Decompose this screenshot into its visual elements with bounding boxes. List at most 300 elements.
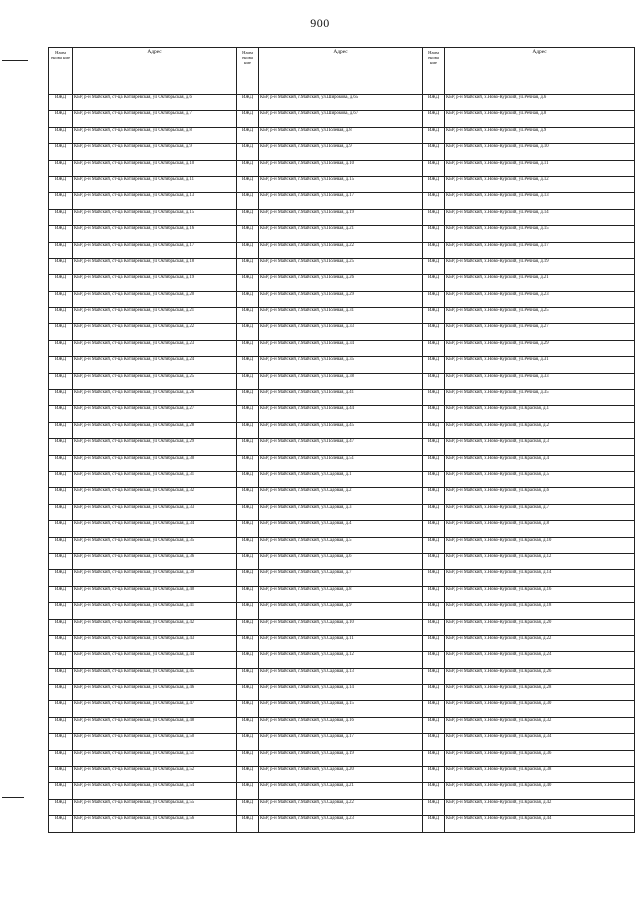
cell-address-2: КБР, р-н Майский, г.Майский, ул.Широкова, д.67 — [259, 111, 423, 127]
cell-name-1: ИЖД — [49, 258, 73, 274]
cell-address-3: КБР, р-н Майский, х.Ново-Курский, ул.Речная, д.33 — [445, 373, 635, 389]
cell-address-1: КБР, р-н Майский, ст-ца Котляревская, ул Октябрьская, д.51 — [73, 750, 237, 766]
cell-name-2: ИЖД — [237, 193, 259, 209]
cell-address-2: КБР, р-н Майский, г.Майский, ул.Садовая, д.3 — [259, 504, 423, 520]
cell-address-1: КБР, р-н Майский, ст-ца Котляревская, ул Октябрьская, д.6 — [73, 95, 237, 111]
table-row — [49, 373, 635, 389]
cell-address-3: КБР, р-н Майский, х.Ново-Курский, ул.Красная, д.32 — [445, 717, 635, 733]
cell-name-1: ИЖД — [49, 570, 73, 586]
cell-address-2: КБР, р-н Майский, г.Майский, ул.Садовая, д.23 — [259, 816, 423, 832]
cell-name-2: ИЖД — [237, 619, 259, 635]
table-row — [49, 504, 635, 520]
cell-address-1: КБР, р-н Майский, ст-ца Котляревская, ул Октябрьская, д.17 — [73, 242, 237, 258]
cell-address-3: КБР, р-н Майский, х.Ново-Курский, ул.Красная, д.7 — [445, 504, 635, 520]
table-row — [49, 488, 635, 504]
cell-name-3: ИЖД — [423, 471, 445, 487]
cell-address-2: КБР, р-н Майский, г.Майский, ул.Садовая, д.16 — [259, 717, 423, 733]
cell-name-1: ИЖД — [49, 521, 73, 537]
cell-name-3: ИЖД — [423, 111, 445, 127]
cell-name-2: ИЖД — [237, 553, 259, 569]
cell-address-3: КБР, р-н Майский, х.Ново-Курский, ул.Красная, д.10 — [445, 537, 635, 553]
cell-address-2: КБР, р-н Майский, г.Майский, ул.Полевая, д.34 — [259, 340, 423, 356]
cell-address-3: КБР, р-н Майский, х.Ново-Курский, ул.Красная, д.6 — [445, 488, 635, 504]
cell-name-1: ИЖД — [49, 668, 73, 684]
table-row — [49, 734, 635, 750]
cell-address-2: КБР, р-н Майский, г.Майский, ул.Полевая, д.29 — [259, 291, 423, 307]
cell-address-1: КБР, р-н Майский, ст-ца Котляревская, ул Октябрьская, д.30 — [73, 455, 237, 471]
table-row — [49, 439, 635, 455]
cell-address-1: КБР, р-н Майский, ст-ца Котляревская, ул Октябрьская, д.43 — [73, 635, 237, 651]
cell-name-3: ИЖД — [423, 668, 445, 684]
cell-name-2: ИЖД — [237, 652, 259, 668]
scan-mark-left-top — [2, 60, 28, 61]
table-row — [49, 783, 635, 799]
table-row — [49, 176, 635, 192]
table-row — [49, 750, 635, 766]
table-row — [49, 291, 635, 307]
cell-name-2: ИЖД — [237, 422, 259, 438]
cell-name-3: ИЖД — [423, 226, 445, 242]
cell-address-1: КБР, р-н Майский, ст-ца Котляревская, ул Октябрьская, д.52 — [73, 767, 237, 783]
cell-name-1: ИЖД — [49, 816, 73, 832]
cell-name-2: ИЖД — [237, 586, 259, 602]
cell-address-1: КБР, р-н Майский, ст-ца Котляревская, ул Октябрьская, д.47 — [73, 701, 237, 717]
cell-address-1: КБР, р-н Майский, ст-ца Котляревская, ул Октябрьская, д.56 — [73, 816, 237, 832]
cell-address-1: КБР, р-н Майский, ст-ца Котляревская, ул Октябрьская, д.11 — [73, 176, 237, 192]
cell-address-2: КБР, р-н Майский, г.Майский, ул.Полевая, д.45 — [259, 422, 423, 438]
cell-name-3: ИЖД — [423, 603, 445, 619]
cell-address-1: КБР, р-н Майский, ст-ца Котляревская, ул Октябрьская, д.42 — [73, 619, 237, 635]
cell-name-2: ИЖД — [237, 390, 259, 406]
cell-address-1: КБР, р-н Майский, ст-ца Котляревская, ул Октябрьская, д.31 — [73, 471, 237, 487]
cell-name-1: ИЖД — [49, 275, 73, 291]
table-row — [49, 209, 635, 225]
cell-address-1: КБР, р-н Майский, ст-ца Котляревская, ул Октябрьская, д.15 — [73, 209, 237, 225]
cell-name-3: ИЖД — [423, 127, 445, 143]
cell-address-2: КБР, р-н Майский, г.Майский, ул.Полевая, д.31 — [259, 308, 423, 324]
cell-name-3: ИЖД — [423, 652, 445, 668]
cell-address-2: КБР, р-н Майский, г.Майский, ул.Полевая, д.10 — [259, 160, 423, 176]
cell-name-1: ИЖД — [49, 439, 73, 455]
cell-name-2: ИЖД — [237, 668, 259, 684]
cell-address-3: КБР, р-н Майский, х.Ново-Курский, ул.Красная, д.28 — [445, 685, 635, 701]
cell-name-1: ИЖД — [49, 734, 73, 750]
cell-address-2: КБР, р-н Майский, г.Майский, ул.Садовая, д.7 — [259, 570, 423, 586]
cell-address-3: КБР, р-н Майский, х.Ново-Курский, ул.Красная, д.12 — [445, 553, 635, 569]
header-name-3: Наим енова ние — [423, 48, 445, 95]
cell-address-2: КБР, р-н Майский, г.Майский, ул.Садовая, д.13 — [259, 668, 423, 684]
table-row — [49, 586, 635, 602]
cell-address-1: КБР, р-н Майский, ст-ца Котляревская, ул Октябрьская, д.7 — [73, 111, 237, 127]
cell-name-3: ИЖД — [423, 176, 445, 192]
cell-address-3: КБР, р-н Майский, х.Ново-Курский, ул.Красная, д.20 — [445, 619, 635, 635]
cell-name-2: ИЖД — [237, 127, 259, 143]
cell-name-2: ИЖД — [237, 308, 259, 324]
cell-address-2: КБР, р-н Майский, г.Майский, ул.Полевая, д.51 — [259, 455, 423, 471]
table-row — [49, 226, 635, 242]
cell-name-1: ИЖД — [49, 553, 73, 569]
header-address-2: Адрес — [259, 48, 423, 95]
cell-name-3: ИЖД — [423, 422, 445, 438]
cell-address-3: КБР, р-н Майский, х.Ново-Курский, ул.Красная, д.26 — [445, 668, 635, 684]
cell-name-1: ИЖД — [49, 242, 73, 258]
cell-address-1: КБР, р-н Майский, ст-ца Котляревская, ул Октябрьская, д.50 — [73, 734, 237, 750]
cell-address-3: КБР, р-н Майский, х.Ново-Курский, ул.Речная, д.14 — [445, 209, 635, 225]
table-row — [49, 767, 635, 783]
cell-address-3: КБР, р-н Майский, х.Ново-Курский, ул.Красная, д.22 — [445, 635, 635, 651]
cell-address-3: КБР, р-н Майский, х.Ново-Курский, ул.Красная, д.2 — [445, 422, 635, 438]
table-row — [49, 570, 635, 586]
cell-name-3: ИЖД — [423, 586, 445, 602]
cell-name-1: ИЖД — [49, 226, 73, 242]
table-row — [49, 95, 635, 111]
cell-address-1: КБР, р-н Майский, ст-ца Котляревская, ул Октябрьская, д.28 — [73, 422, 237, 438]
table-row — [49, 635, 635, 651]
cell-name-3: ИЖД — [423, 275, 445, 291]
cell-address-1: КБР, р-н Майский, ст-ца Котляревская, ул Октябрьская, д.40 — [73, 586, 237, 602]
cell-name-2: ИЖД — [237, 816, 259, 832]
cell-name-2: ИЖД — [237, 275, 259, 291]
cell-address-3: КБР, р-н Майский, х.Ново-Курский, ул.Речная, д.13 — [445, 193, 635, 209]
cell-name-2: ИЖД — [237, 226, 259, 242]
table-row — [49, 816, 635, 832]
table-row — [49, 324, 635, 340]
cell-address-1: КБР, р-н Майский, ст-ца Котляревская, ул Октябрьская, д.39 — [73, 570, 237, 586]
cell-address-2: КБР, р-н Майский, г.Майский, ул.Садовая, д.6 — [259, 553, 423, 569]
table-row — [49, 275, 635, 291]
cell-address-2: КБР, р-н Майский, г.Майский, ул.Полевая, д.21 — [259, 226, 423, 242]
cell-name-2: ИЖД — [237, 603, 259, 619]
cell-name-2: ИЖД — [237, 701, 259, 717]
cell-address-2: КБР, р-н Майский, г.Майский, ул.Полевая, д.19 — [259, 209, 423, 225]
table-row — [49, 701, 635, 717]
cell-name-3: ИЖД — [423, 357, 445, 373]
cell-address-1: КБР, р-н Майский, ст-ца Котляревская, ул Октябрьская, д.54 — [73, 783, 237, 799]
cell-address-2: КБР, р-н Майский, г.Майский, ул.Полевая, д.47 — [259, 439, 423, 455]
cell-address-1: КБР, р-н Майский, ст-ца Котляревская, ул Октябрьская, д.45 — [73, 668, 237, 684]
cell-name-3: ИЖД — [423, 521, 445, 537]
cell-name-3: ИЖД — [423, 750, 445, 766]
cell-address-3: КБР, р-н Майский, х.Ново-Курский, ул.Красная, д.8 — [445, 521, 635, 537]
cell-name-2: ИЖД — [237, 455, 259, 471]
cell-address-1: КБР, р-н Майский, ст-ца Котляревская, ул Октябрьская, д.25 — [73, 373, 237, 389]
table-row — [49, 668, 635, 684]
cell-address-3: КБР, р-н Майский, х.Ново-Курский, ул.Красная, д.44 — [445, 816, 635, 832]
table-row — [49, 685, 635, 701]
cell-address-1: КБР, р-н Майский, ст-ца Котляревская, ул Октябрьская, д.21 — [73, 308, 237, 324]
cell-address-3: КБР, р-н Майский, х.Ново-Курский, ул.Красная, д.5 — [445, 471, 635, 487]
cell-address-1: КБР, р-н Майский, ст-ца Котляревская, ул Октябрьская, д.23 — [73, 340, 237, 356]
cell-name-3: ИЖД — [423, 373, 445, 389]
cell-name-2: ИЖД — [237, 504, 259, 520]
cell-name-2: ИЖД — [237, 783, 259, 799]
cell-address-2: КБР, р-н Майский, г.Майский, ул.Садовая, д.11 — [259, 635, 423, 651]
cell-address-2: КБР, р-н Майский, г.Майский, ул.Полевая, д.35 — [259, 357, 423, 373]
cell-address-1: КБР, р-н Майский, ст-ца Котляревская, ул Октябрьская, д.44 — [73, 652, 237, 668]
cell-address-3: КБР, р-н Майский, х.Ново-Курский, ул.Красная, д.18 — [445, 603, 635, 619]
cell-name-1: ИЖД — [49, 783, 73, 799]
cell-name-1: ИЖД — [49, 717, 73, 733]
cell-name-3: ИЖД — [423, 455, 445, 471]
cell-name-2: ИЖД — [237, 340, 259, 356]
header-address-1: Адрес — [73, 48, 237, 95]
page-number: 900 — [310, 16, 330, 30]
cell-address-3: КБР, р-н Майский, х.Ново-Курский, ул.Красная, д.24 — [445, 652, 635, 668]
scan-mark-left-bottom — [2, 797, 24, 798]
table-row — [49, 144, 635, 160]
cell-address-1: КБР, р-н Майский, ст-ца Котляревская, ул Октябрьская, д.48 — [73, 717, 237, 733]
table-row — [49, 111, 635, 127]
cell-address-1: КБР, р-н Майский, ст-ца Котляревская, ул Октябрьская, д.10 — [73, 160, 237, 176]
cell-address-2: КБР, р-н Майский, г.Майский, ул.Широкова, д.65 — [259, 95, 423, 111]
cell-name-2: ИЖД — [237, 406, 259, 422]
cell-name-3: ИЖД — [423, 619, 445, 635]
table-row — [49, 242, 635, 258]
cell-name-1: ИЖД — [49, 504, 73, 520]
address-table — [48, 47, 635, 833]
cell-name-1: ИЖД — [49, 455, 73, 471]
cell-name-1: ИЖД — [49, 750, 73, 766]
cell-address-1: КБР, р-н Майский, ст-ца Котляревская, ул Октябрьская, д.16 — [73, 226, 237, 242]
cell-name-3: ИЖД — [423, 209, 445, 225]
cell-address-3: КБР, р-н Майский, х.Ново-Курский, ул.Речная, д.12 — [445, 176, 635, 192]
cell-address-1: КБР, р-н Майский, ст-ца Котляревская, ул Октябрьская, д.29 — [73, 439, 237, 455]
cell-address-2: КБР, р-н Майский, г.Майский, ул.Садовая, д.12 — [259, 652, 423, 668]
cell-address-2: КБР, р-н Майский, г.Майский, ул.Полевая, д.44 — [259, 406, 423, 422]
cell-address-2: КБР, р-н Майский, г.Майский, ул.Полевая, д.9 — [259, 144, 423, 160]
cell-name-3: ИЖД — [423, 258, 445, 274]
cell-address-2: КБР, р-н Майский, г.Майский, ул.Полевая, д.26 — [259, 275, 423, 291]
table-row — [49, 455, 635, 471]
cell-address-2: КБР, р-н Майский, г.Майский, ул.Садовая, д.21 — [259, 783, 423, 799]
cell-address-1: КБР, р-н Майский, ст-ца Котляревская, ул Октябрьская, д.35 — [73, 537, 237, 553]
cell-name-3: ИЖД — [423, 193, 445, 209]
cell-name-1: ИЖД — [49, 144, 73, 160]
table-row — [49, 799, 635, 815]
table-row — [49, 258, 635, 274]
cell-address-3: КБР, р-н Майский, х.Ново-Курский, ул.Красная, д.14 — [445, 570, 635, 586]
cell-name-1: ИЖД — [49, 799, 73, 815]
cell-name-2: ИЖД — [237, 291, 259, 307]
cell-address-1: КБР, р-н Майский, ст-ца Котляревская, ул Октябрьская, д.20 — [73, 291, 237, 307]
cell-name-2: ИЖД — [237, 258, 259, 274]
cell-name-3: ИЖД — [423, 242, 445, 258]
table-row — [49, 537, 635, 553]
cell-name-1: ИЖД — [49, 357, 73, 373]
cell-address-3: КБР, р-н Майский, х.Ново-Курский, ул.Красная, д.1 — [445, 406, 635, 422]
cell-address-2: КБР, р-н Майский, г.Майский, ул.Садовая, д.19 — [259, 750, 423, 766]
table-row — [49, 340, 635, 356]
cell-name-2: ИЖД — [237, 767, 259, 783]
cell-address-3: КБР, р-н Майский, х.Ново-Курский, ул.Речная, д.10 — [445, 144, 635, 160]
header-name-1: Наим енова ние — [49, 48, 73, 95]
cell-name-1: ИЖД — [49, 127, 73, 143]
cell-address-1: КБР, р-н Майский, ст-ца Котляревская, ул Октябрьская, д.9 — [73, 144, 237, 160]
table-row — [49, 406, 635, 422]
cell-name-1: ИЖД — [49, 324, 73, 340]
cell-name-2: ИЖД — [237, 209, 259, 225]
table-row — [49, 308, 635, 324]
cell-address-3: КБР, р-н Майский, х.Ново-Курский, ул.Красная, д.4 — [445, 455, 635, 471]
cell-name-2: ИЖД — [237, 144, 259, 160]
cell-address-3: КБР, р-н Майский, х.Ново-Курский, ул.Речная, д.11 — [445, 160, 635, 176]
cell-address-1: КБР, р-н Майский, ст-ца Котляревская, ул Октябрьская, д.32 — [73, 488, 237, 504]
cell-name-1: ИЖД — [49, 635, 73, 651]
cell-name-3: ИЖД — [423, 570, 445, 586]
cell-address-3: КБР, р-н Майский, х.Ново-Курский, ул.Красная, д.3 — [445, 439, 635, 455]
cell-address-3: КБР, р-н Майский, х.Ново-Курский, ул.Речная, д.8 — [445, 111, 635, 127]
cell-address-1: КБР, р-н Майский, ст-ца Котляревская, ул Октябрьская, д.26 — [73, 390, 237, 406]
table-row — [49, 193, 635, 209]
cell-address-2: КБР, р-н Майский, г.Майский, ул.Садовая, д.8 — [259, 586, 423, 602]
cell-name-1: ИЖД — [49, 471, 73, 487]
cell-name-1: ИЖД — [49, 685, 73, 701]
cell-name-2: ИЖД — [237, 570, 259, 586]
cell-name-1: ИЖД — [49, 586, 73, 602]
cell-name-1: ИЖД — [49, 537, 73, 553]
cell-address-1: КБР, р-н Майский, ст-ца Котляревская, ул Октябрьская, д.8 — [73, 127, 237, 143]
cell-address-2: КБР, р-н Майский, г.Майский, ул.Садовая, д.9 — [259, 603, 423, 619]
cell-address-2: КБР, р-н Майский, г.Майский, ул.Полевая, д.41 — [259, 390, 423, 406]
header-name-2: Наим енова ние — [237, 48, 259, 95]
cell-address-1: КБР, р-н Майский, ст-ца Котляревская, ул Октябрьская, д.46 — [73, 685, 237, 701]
cell-name-3: ИЖД — [423, 488, 445, 504]
cell-address-3: КБР, р-н Майский, х.Ново-Курский, ул.Речная, д.25 — [445, 308, 635, 324]
cell-name-2: ИЖД — [237, 734, 259, 750]
cell-name-3: ИЖД — [423, 767, 445, 783]
cell-name-2: ИЖД — [237, 471, 259, 487]
cell-name-1: ИЖД — [49, 603, 73, 619]
cell-address-3: КБР, р-н Майский, х.Ново-Курский, ул.Красная, д.42 — [445, 799, 635, 815]
cell-address-1: КБР, р-н Майский, ст-ца Котляревская, ул Октябрьская, д.27 — [73, 406, 237, 422]
cell-address-2: КБР, р-н Майский, г.Майский, ул.Полевая, д.17 — [259, 193, 423, 209]
cell-name-3: ИЖД — [423, 324, 445, 340]
cell-address-2: КБР, р-н Майский, г.Майский, ул.Полевая, д.38 — [259, 373, 423, 389]
cell-name-2: ИЖД — [237, 176, 259, 192]
cell-name-2: ИЖД — [237, 717, 259, 733]
cell-address-3: КБР, р-н Майский, х.Ново-Курский, ул.Речная, д.19 — [445, 258, 635, 274]
cell-name-3: ИЖД — [423, 95, 445, 111]
cell-name-1: ИЖД — [49, 422, 73, 438]
cell-name-3: ИЖД — [423, 734, 445, 750]
table-row — [49, 127, 635, 143]
cell-address-3: КБР, р-н Майский, х.Ново-Курский, ул.Речная, д.23 — [445, 291, 635, 307]
cell-address-3: КБР, р-н Майский, х.Ново-Курский, ул.Речная, д.17 — [445, 242, 635, 258]
cell-name-1: ИЖД — [49, 308, 73, 324]
cell-name-1: ИЖД — [49, 209, 73, 225]
cell-address-1: КБР, р-н Майский, ст-ца Котляревская, ул Октябрьская, д.18 — [73, 258, 237, 274]
cell-name-2: ИЖД — [237, 685, 259, 701]
cell-name-2: ИЖД — [237, 521, 259, 537]
cell-name-2: ИЖД — [237, 750, 259, 766]
table-row — [49, 471, 635, 487]
table-row — [49, 390, 635, 406]
cell-name-3: ИЖД — [423, 783, 445, 799]
cell-name-3: ИЖД — [423, 406, 445, 422]
table-row — [49, 357, 635, 373]
cell-address-2: КБР, р-н Майский, г.Майский, ул.Садовая, д.1 — [259, 471, 423, 487]
cell-address-2: КБР, р-н Майский, г.Майский, ул.Садовая, д.20 — [259, 767, 423, 783]
cell-name-2: ИЖД — [237, 488, 259, 504]
cell-name-1: ИЖД — [49, 406, 73, 422]
cell-name-2: ИЖД — [237, 439, 259, 455]
table-header — [49, 48, 635, 95]
cell-address-3: КБР, р-н Майский, х.Ново-Курский, ул.Речная, д.35 — [445, 390, 635, 406]
cell-address-3: КБР, р-н Майский, х.Ново-Курский, ул.Красная, д.30 — [445, 701, 635, 717]
cell-name-1: ИЖД — [49, 390, 73, 406]
cell-name-3: ИЖД — [423, 504, 445, 520]
table-row — [49, 652, 635, 668]
cell-address-1: КБР, р-н Майский, ст-ца Котляревская, ул Октябрьская, д.33 — [73, 504, 237, 520]
cell-name-1: ИЖД — [49, 701, 73, 717]
cell-name-1: ИЖД — [49, 488, 73, 504]
cell-name-3: ИЖД — [423, 160, 445, 176]
cell-address-1: КБР, р-н Майский, ст-ца Котляревская, ул Октябрьская, д.34 — [73, 521, 237, 537]
cell-address-3: КБР, р-н Майский, х.Ново-Курский, ул.Красная, д.34 — [445, 734, 635, 750]
cell-address-2: КБР, р-н Майский, г.Майский, ул.Садовая, д.5 — [259, 537, 423, 553]
table-row — [49, 160, 635, 176]
cell-address-2: КБР, р-н Майский, г.Майский, ул.Полевая, д.22 — [259, 242, 423, 258]
cell-name-2: ИЖД — [237, 160, 259, 176]
cell-address-2: КБР, р-н Майский, г.Майский, ул.Полевая, д.25 — [259, 258, 423, 274]
cell-name-2: ИЖД — [237, 635, 259, 651]
cell-name-1: ИЖД — [49, 193, 73, 209]
cell-address-2: КБР, р-н Майский, г.Майский, ул.Садовая, д.14 — [259, 685, 423, 701]
cell-name-3: ИЖД — [423, 308, 445, 324]
cell-address-2: КБР, р-н Майский, г.Майский, ул.Садовая, д.15 — [259, 701, 423, 717]
cell-name-1: ИЖД — [49, 373, 73, 389]
cell-address-2: КБР, р-н Майский, г.Майский, ул.Садовая, д.22 — [259, 799, 423, 815]
table-row — [49, 553, 635, 569]
cell-address-3: КБР, р-н Майский, х.Ново-Курский, ул.Красная, д.16 — [445, 586, 635, 602]
cell-name-1: ИЖД — [49, 291, 73, 307]
cell-address-3: КБР, р-н Майский, х.Ново-Курский, ул.Речная, д.21 — [445, 275, 635, 291]
cell-name-2: ИЖД — [237, 111, 259, 127]
table-row — [49, 619, 635, 635]
cell-name-1: ИЖД — [49, 767, 73, 783]
cell-address-2: КБР, р-н Майский, г.Майский, ул.Садовая, д.4 — [259, 521, 423, 537]
table-body — [49, 95, 635, 833]
cell-name-3: ИЖД — [423, 291, 445, 307]
cell-name-3: ИЖД — [423, 816, 445, 832]
cell-name-3: ИЖД — [423, 635, 445, 651]
cell-name-2: ИЖД — [237, 242, 259, 258]
cell-address-3: КБР, р-н Майский, х.Ново-Курский, ул.Речная, д.29 — [445, 340, 635, 356]
cell-address-3: КБР, р-н Майский, х.Ново-Курский, ул.Красная, д.38 — [445, 767, 635, 783]
cell-name-1: ИЖД — [49, 111, 73, 127]
cell-name-3: ИЖД — [423, 390, 445, 406]
cell-name-3: ИЖД — [423, 439, 445, 455]
cell-name-3: ИЖД — [423, 717, 445, 733]
cell-name-1: ИЖД — [49, 619, 73, 635]
cell-address-1: КБР, р-н Майский, ст-ца Котляревская, ул Октябрьская, д.13 — [73, 193, 237, 209]
table-row — [49, 422, 635, 438]
cell-address-2: КБР, р-н Майский, г.Майский, ул.Садовая, д.10 — [259, 619, 423, 635]
cell-address-1: КБР, р-н Майский, ст-ца Котляревская, ул Октябрьская, д.55 — [73, 799, 237, 815]
table-row — [49, 521, 635, 537]
cell-name-2: ИЖД — [237, 537, 259, 553]
cell-name-3: ИЖД — [423, 340, 445, 356]
cell-address-2: КБР, р-н Майский, г.Майский, ул.Полевая, д.33 — [259, 324, 423, 340]
cell-address-1: КБР, р-н Майский, ст-ца Котляревская, ул Октябрьская, д.36 — [73, 553, 237, 569]
cell-name-2: ИЖД — [237, 324, 259, 340]
cell-name-3: ИЖД — [423, 144, 445, 160]
cell-address-3: КБР, р-н Майский, х.Ново-Курский, ул.Красная, д.36 — [445, 750, 635, 766]
cell-name-3: ИЖД — [423, 553, 445, 569]
cell-address-1: КБР, р-н Майский, ст-ца Котляревская, ул Октябрьская, д.41 — [73, 603, 237, 619]
cell-address-3: КБР, р-н Майский, х.Ново-Курский, ул.Речная, д.27 — [445, 324, 635, 340]
table-row — [49, 717, 635, 733]
